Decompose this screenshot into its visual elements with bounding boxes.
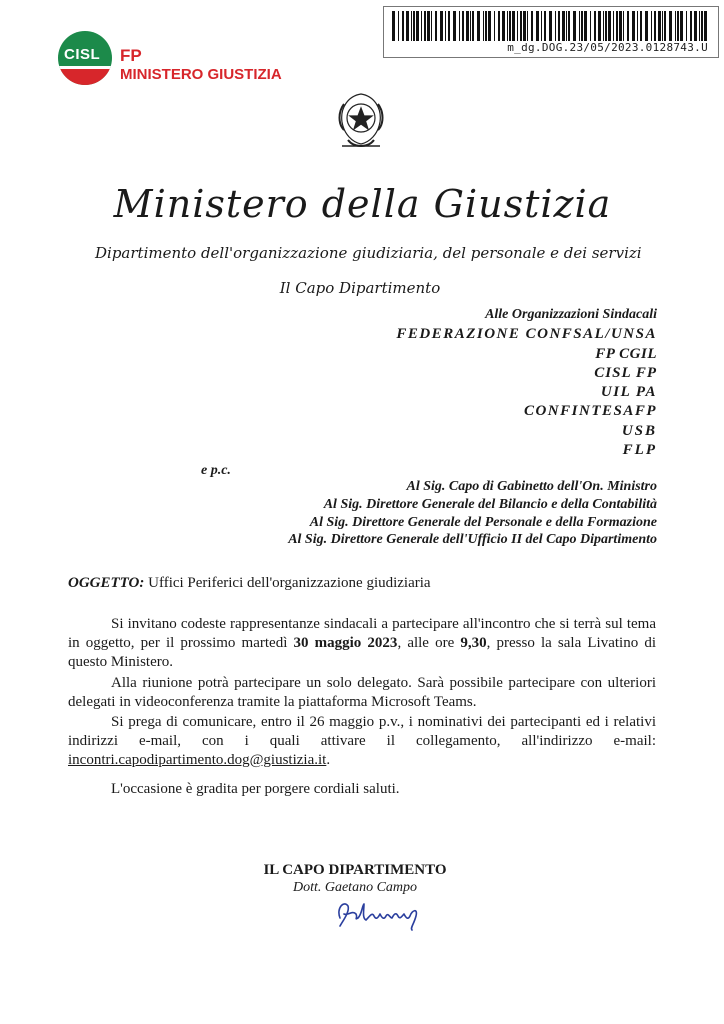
body-text: , alle ore (397, 635, 461, 651)
office-name: Il Capo Dipartimento (279, 279, 441, 297)
email-link[interactable]: incontri.capodipartimento.dog@giustizia.it (68, 752, 327, 768)
recipient-line: Alle Organizzazioni Sindacali (485, 307, 657, 322)
body-text: Si invitano codeste rappresentanze sindacali a partecipare all'incontro che si terrà sul tema in oggetto, per il prossimo martedì (68, 616, 656, 651)
subject-label: OGGETTO (68, 575, 140, 591)
cc-line: Al Sig. Capo di Gabinetto dell'On. Ministro (406, 479, 657, 494)
body-text: . (326, 752, 331, 768)
cc-line: Al Sig. Direttore Generale dell'Ufficio II del Capo Dipartimento (288, 532, 657, 547)
body-text: Si prega di comunicare, entro il 26 maggio p.v., i nominativi dei partecipanti ed i relativi indirizzi e-mail, con i quali attivare il collegamento, all'indirizzo e-mail: (68, 714, 656, 749)
recipient-line: FP CGIL (595, 346, 657, 362)
cc-label: e p.c. (201, 463, 231, 478)
department-name: Dipartimento dell'organizzazione giudiziaria, del personale e dei servizi (95, 244, 642, 262)
recipient-line: CISL FP (594, 365, 657, 381)
recipient-line: CONFINTESAFP (523, 403, 657, 419)
cc-line: Al Sig. Direttore Generale del Personale e della Formazione (309, 515, 657, 530)
recipient-line: UIL PA (600, 384, 657, 400)
barcode-icon (392, 11, 708, 41)
republic-emblem-icon (334, 90, 388, 154)
signatory-title: IL CAPO DIPARTIMENTO (263, 862, 447, 878)
body-paragraph (68, 615, 656, 672)
meeting-date: 30 maggio 2023 (293, 635, 398, 651)
subject-text: Uffici Periferici dell'organizzazione giudiziaria (148, 575, 431, 591)
ministry-title: Ministero della Giustizia (113, 182, 612, 226)
recipient-line: FLP (622, 442, 657, 458)
cc-line: Al Sig. Direttore Generale del Bilancio e della Contabilità (323, 497, 657, 512)
body-text: , presso la sala Livatino di questo Ministero. (68, 635, 657, 670)
body-paragraph: Alla riunione potrà partecipare un solo delegato. Sarà possibile partecipare con ulteriori delegati in videoconferenza tramite la piattaforma Microsoft Teams. (68, 675, 656, 710)
logo-subtitle: MINISTERO GIUSTIZIA (120, 66, 282, 83)
meeting-time: 9,30 (460, 635, 487, 651)
logo-brand: CISL (64, 46, 101, 63)
protocol-number: m_dg.DOG.23/05/2023.0128743.U (507, 41, 708, 54)
subject-line: OGGETTO: Uffici Periferici dell'organizzazione giudiziaria (68, 575, 431, 591)
recipient-line: USB (621, 423, 657, 439)
recipient-line: FEDERAZIONE CONFSAL/UNSA (396, 326, 657, 342)
body-paragraph (68, 713, 656, 770)
handwritten-signature (332, 896, 424, 932)
logo-brand-suffix: FP (120, 46, 142, 65)
signatory-name: Dott. Gaetano Campo (292, 880, 418, 895)
closing-paragraph: L'occasione è gradita per porgere cordiali saluti. (111, 781, 400, 797)
